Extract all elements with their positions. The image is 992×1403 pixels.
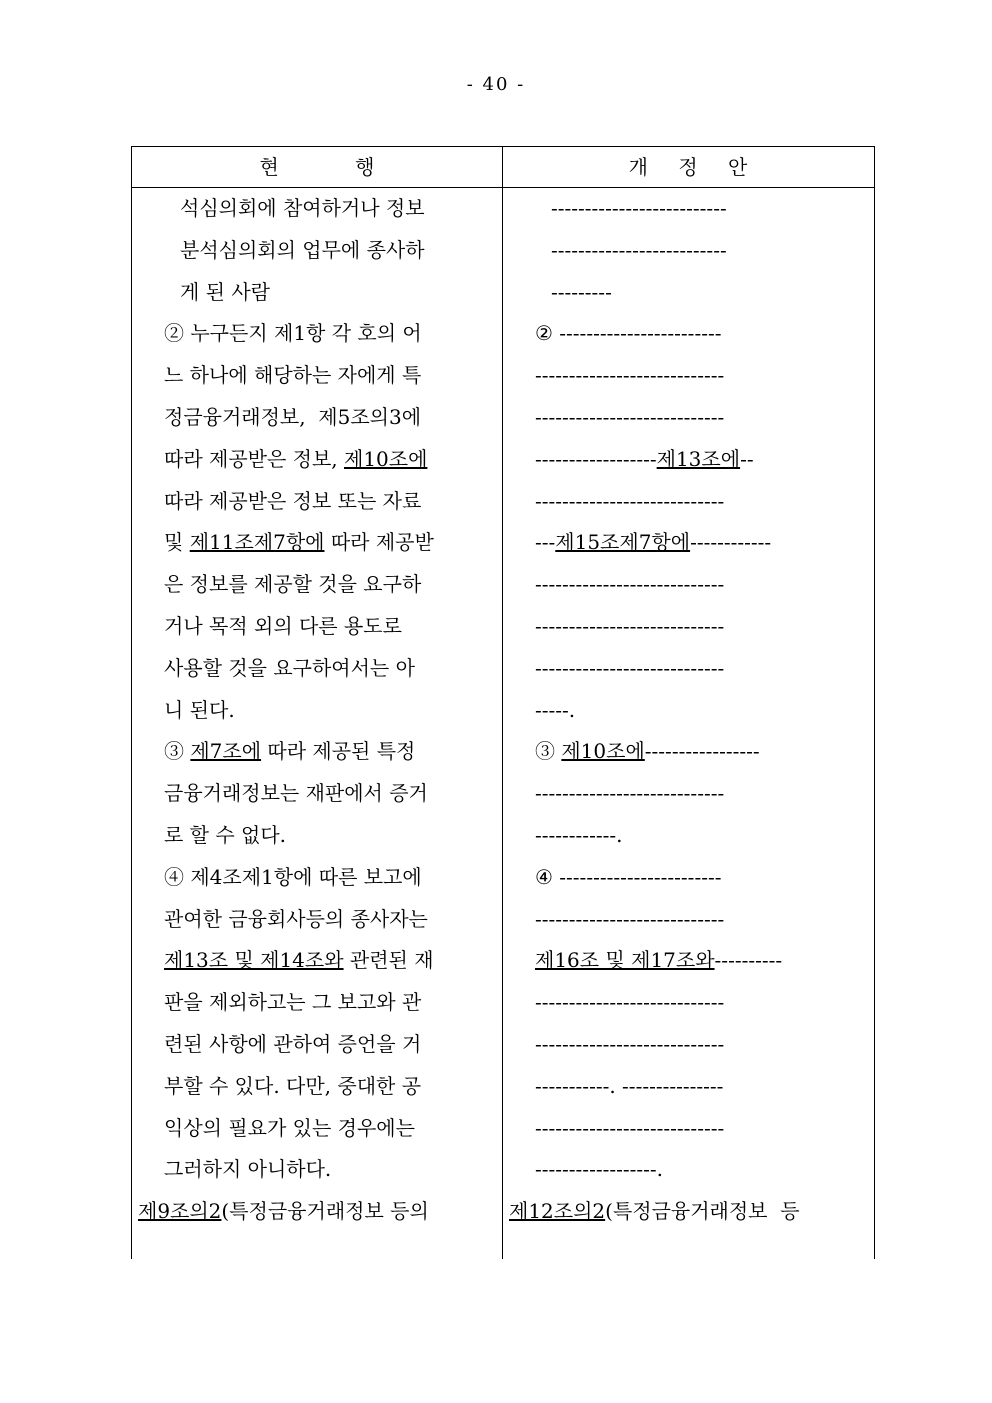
amendment-underlined-ref: 제13조에 xyxy=(656,446,741,471)
current-text: 게 된 사람 xyxy=(180,279,270,304)
amendment-text: -------------------------- xyxy=(551,237,727,262)
amendment-line xyxy=(535,689,575,731)
current-text: 사용할 것을 요구하여서는 아 xyxy=(164,655,415,680)
amendment-text: ---------------------------- xyxy=(535,1032,725,1056)
amendment-line xyxy=(535,939,782,981)
current-text: 은 정보를 제공할 것을 요구하 xyxy=(164,572,422,597)
current-line xyxy=(138,1190,429,1232)
current-line xyxy=(164,1148,331,1190)
amendment-underlined-ref: 제12조의2 xyxy=(509,1199,606,1224)
amendment-text: ③ xyxy=(535,739,562,764)
amendment-text: -------------------------- xyxy=(551,196,727,220)
current-underlined-ref: 제7조에 xyxy=(190,739,262,764)
amendment-line xyxy=(509,1190,800,1232)
amendment-line xyxy=(535,730,760,772)
amendment-text: ---------------------------- xyxy=(535,1115,725,1140)
amendment-text: -----------. --------------- xyxy=(535,1073,724,1098)
current-text: 니 된다. xyxy=(164,697,235,722)
amendment-line xyxy=(535,814,622,856)
current-text: 분석심의회의 업무에 종사하 xyxy=(180,237,425,262)
amendment-line xyxy=(535,312,721,354)
amendment-text: -- xyxy=(740,446,754,471)
current-line xyxy=(164,1065,421,1107)
current-underlined-ref: 제11조제7항에 xyxy=(189,530,325,555)
amendment-text: ④ ------------------------ xyxy=(535,864,722,889)
amendment-text: --------- xyxy=(551,279,612,304)
amendment-line xyxy=(535,605,724,647)
amendment-line xyxy=(535,898,724,940)
page-number: - 40 - xyxy=(466,74,526,95)
current-text: 따라 제공받은 정보, xyxy=(164,446,344,471)
amendment-text: --- xyxy=(535,530,556,555)
amendment-line xyxy=(535,480,724,522)
current-text: 그러하지 아니하다. xyxy=(164,1157,332,1182)
current-text: 금융거래정보는 재판에서 증거 xyxy=(164,781,428,806)
current-underlined-ref: 제9조의2 xyxy=(138,1199,222,1224)
comparison-table xyxy=(131,146,875,1259)
current-line xyxy=(164,939,434,981)
amendment-underlined-ref: 제16조 및 제17조와 xyxy=(535,948,715,973)
current-line xyxy=(164,647,415,689)
current-text: 따라 제공된 특정 xyxy=(261,739,416,764)
amendment-line xyxy=(535,438,754,480)
amendment-text: ---------------------------- xyxy=(535,990,725,1015)
current-line xyxy=(164,354,421,396)
current-text: 부할 수 있다. 다만, 중대한 공 xyxy=(164,1073,422,1098)
table-header xyxy=(132,147,874,188)
current-line xyxy=(164,480,421,522)
current-line xyxy=(164,898,428,940)
current-text: 판을 제외하고는 그 보고와 관 xyxy=(164,990,422,1015)
amendment-text: ---------------------------- xyxy=(535,405,725,429)
amendment-line xyxy=(535,772,724,814)
amendment-text: ---------------------------- xyxy=(535,906,725,931)
current-text: (특정금융거래정보 등의 xyxy=(221,1199,429,1224)
current-text: 느 하나에 해당하는 자에게 특 xyxy=(164,363,422,388)
current-line xyxy=(164,814,286,856)
amendment-text: -----. xyxy=(535,697,576,722)
amendment-text: ---------- xyxy=(714,948,783,973)
current-text: 정금융거래정보, 제5조의3에 xyxy=(164,405,422,429)
current-line xyxy=(164,396,421,438)
amendment-text: ------------. xyxy=(535,823,623,847)
amendment-text: ---------------------------- xyxy=(535,572,725,597)
current-text: 익상의 필요가 있는 경우에는 xyxy=(164,1115,415,1140)
current-line xyxy=(164,856,422,898)
current-line xyxy=(164,689,235,731)
amendment-line xyxy=(535,354,724,396)
current-line xyxy=(180,187,425,229)
amendment-line xyxy=(535,647,724,689)
current-line xyxy=(164,981,421,1023)
amendment-text: ------------ xyxy=(690,530,772,555)
current-text: 따라 제공받은 정보 또는 자료 xyxy=(164,488,422,513)
amendment-line xyxy=(535,1023,724,1065)
current-line xyxy=(164,312,422,354)
current-text: ③ xyxy=(164,739,191,764)
current-text: 련된 사항에 관하여 증언을 거 xyxy=(164,1032,422,1056)
amendment-line xyxy=(551,187,727,229)
column-divider xyxy=(502,147,503,1259)
amendment-text: ---------------------------- xyxy=(535,781,725,806)
current-text: ④ 제4조제1항에 따른 보고에 xyxy=(164,864,422,889)
amendment-text: ② ------------------------ xyxy=(535,321,722,346)
amendment-underlined-ref: 제10조에 xyxy=(561,739,645,764)
current-line xyxy=(164,521,434,563)
current-line xyxy=(164,1023,421,1065)
amendment-text: ---------------------------- xyxy=(535,363,725,388)
current-underlined-ref: 제10조에 xyxy=(344,446,428,471)
amendment-line xyxy=(535,1065,723,1107)
amendment-text: ---------------------------- xyxy=(535,614,725,638)
header-current: 현 행 xyxy=(259,155,375,179)
current-text: 거나 목적 외의 다른 용도로 xyxy=(164,614,402,638)
current-line xyxy=(180,229,425,271)
amendment-underlined-ref: 제15조제7항에 xyxy=(555,530,691,555)
current-line xyxy=(164,605,402,647)
amendment-line xyxy=(535,563,724,605)
current-text: 및 xyxy=(164,530,190,555)
amendment-text: (특정금융거래정보 등 xyxy=(605,1199,800,1224)
amendment-line xyxy=(551,271,612,313)
amendment-text: ------------------ xyxy=(535,446,657,471)
current-line xyxy=(164,438,427,480)
current-line xyxy=(164,772,428,814)
amendment-line xyxy=(535,981,724,1023)
amendment-text: ------------------. xyxy=(535,1157,663,1182)
amendment-line xyxy=(551,229,727,271)
amendment-text: ----------------- xyxy=(644,739,760,764)
current-underlined-ref: 제13조 및 제14조와 xyxy=(164,948,344,973)
current-line xyxy=(164,563,421,605)
amendment-line xyxy=(535,1107,724,1149)
current-text: 석심의회에 참여하거나 정보 xyxy=(180,196,425,220)
amendment-line xyxy=(535,396,724,438)
current-text: 따라 제공받 xyxy=(324,530,434,555)
amendment-line xyxy=(535,1148,663,1190)
header-amendment: 개 정 안 xyxy=(628,155,748,179)
current-text: 관여한 금융회사등의 종사자는 xyxy=(164,906,428,931)
current-text: ② 누구든지 제1항 각 호의 어 xyxy=(164,321,422,346)
amendment-text: ---------------------------- xyxy=(535,655,725,680)
current-line xyxy=(164,730,415,772)
current-line xyxy=(180,271,270,313)
amendment-line xyxy=(535,521,771,563)
amendment-line xyxy=(535,856,721,898)
current-text: 관련된 재 xyxy=(343,948,434,973)
current-text: 로 할 수 없다. xyxy=(164,823,287,847)
amendment-text: ---------------------------- xyxy=(535,488,725,513)
current-line xyxy=(164,1107,415,1149)
